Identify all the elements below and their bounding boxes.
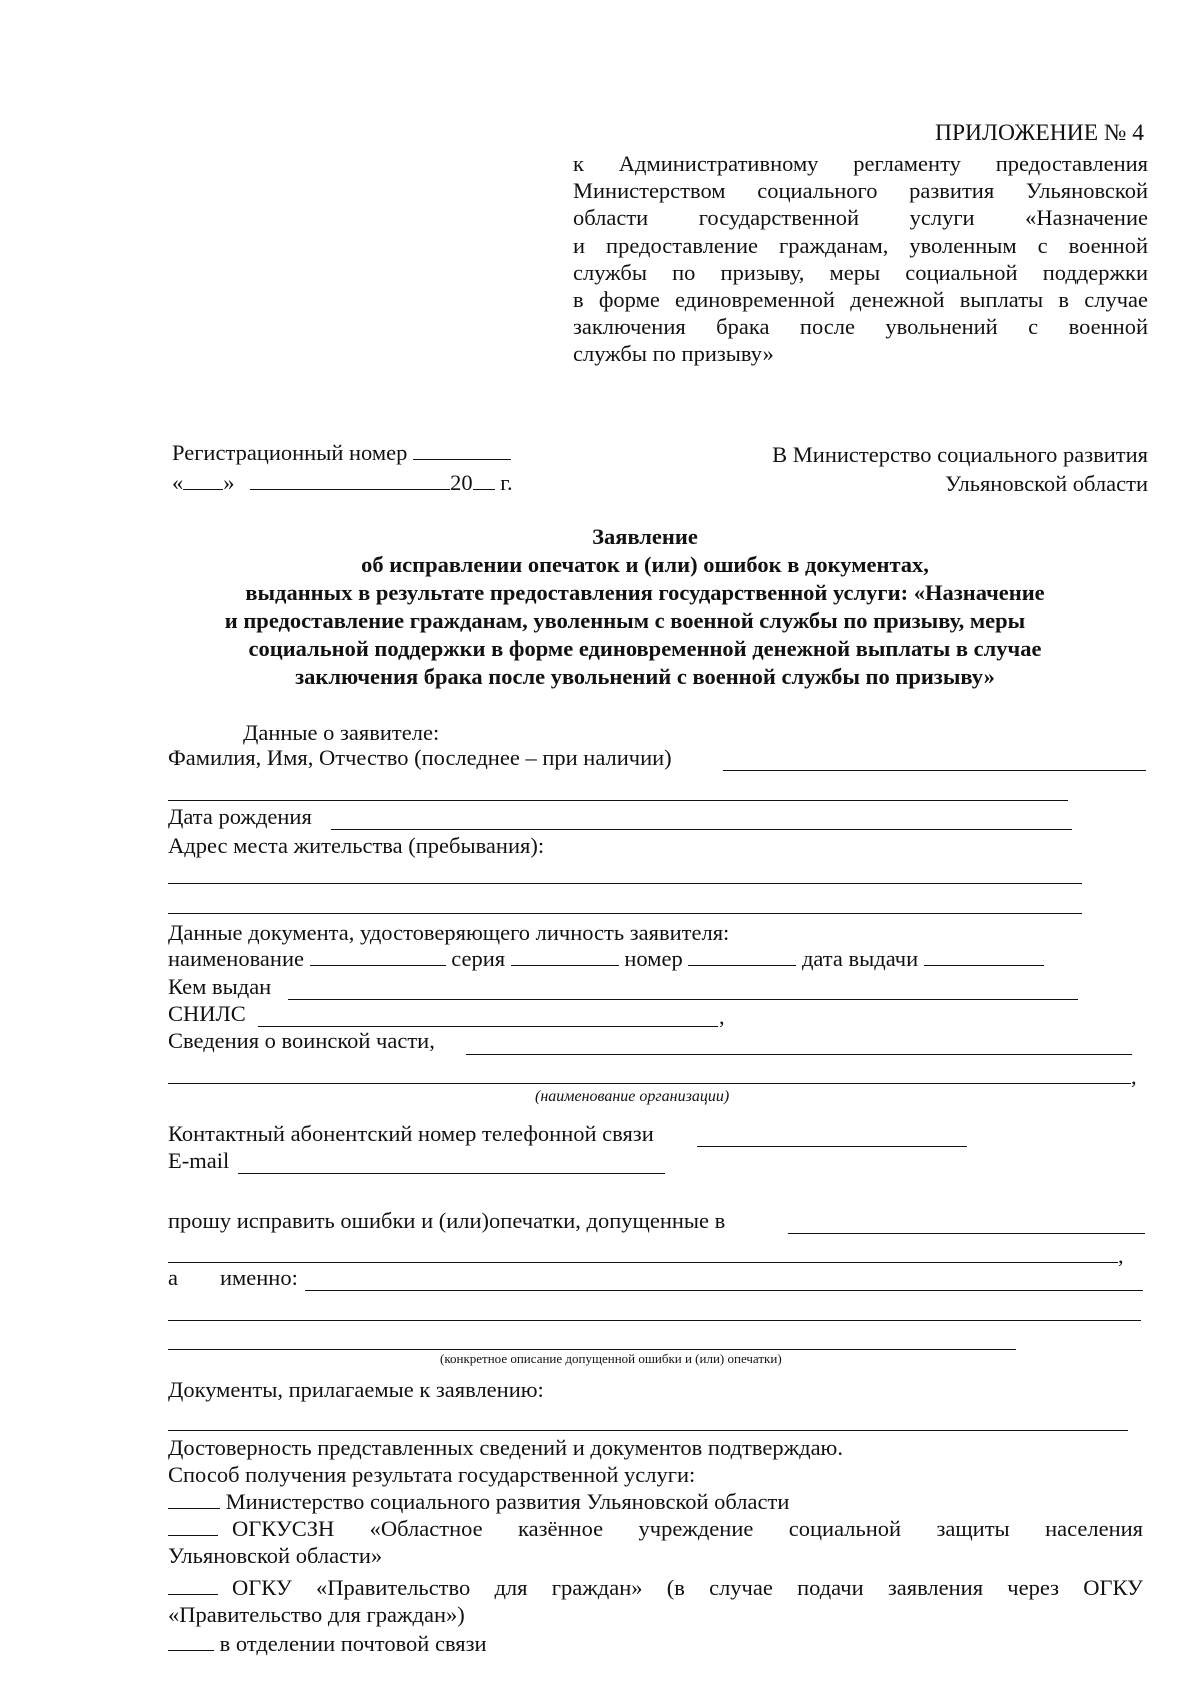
email-field[interactable] [238,1173,665,1174]
delivery-option-ministry-mark[interactable] [168,1489,220,1509]
identity-doc-label: Данные документа, удостоверяющего личность заявителя: [168,920,730,945]
request-label: прошу исправить ошибки и (или)опечатки, допущенные в [168,1208,726,1233]
request-comma: , [1118,1243,1124,1268]
doc-number-field[interactable] [688,946,796,966]
registration-month-field[interactable] [250,470,450,490]
address-label: Адрес места жительства (пребывания): [168,833,545,858]
annex-line: службы по призыву, меры социальной поддержки [573,259,1148,285]
delivery-option-ogkuszn-line2: Ульяновской области» [168,1543,383,1568]
delivery-option-post-label: в отделении почтовой связи [219,1631,487,1656]
annex-line: области государственной услуги «Назначение [573,205,1148,231]
year-suffix: г. [500,470,513,495]
delivery-option-post [168,1630,487,1657]
military-unit-label: Сведения о воинской части, [168,1028,435,1053]
delivery-option-ogkuszn-mark[interactable] [168,1516,218,1536]
annex-line: службы по призыву» [573,341,774,367]
title-line: заключения брака после увольнений с военной службы по призыву» [295,664,995,689]
date-quote-close: » [223,470,235,495]
error-description-caption: (конкретное описание допущенной ошибки и (или) опечатки) [440,1351,782,1366]
annex-line: в форме единовременной денежной выплаты в случае [573,287,1148,313]
fio-field-continued[interactable] [168,800,1068,801]
request-field[interactable] [788,1233,1145,1234]
delivery-option-government [168,1574,1143,1601]
date-quote-open: « [172,470,184,495]
issued-by-label: Кем выдан [168,974,272,999]
applicant-section-label: Данные о заявителе: [243,720,440,745]
document-title [170,523,1120,691]
military-unit-comma: , [1131,1064,1137,1089]
namely-label: именно: [220,1265,298,1290]
attachments-field[interactable] [168,1430,1128,1431]
title-line: выданных в результате предоставления государственной услуги: «Назначение [245,580,1045,605]
addressee [772,441,1148,497]
doc-name-field[interactable] [310,946,446,966]
phone-field[interactable] [697,1146,967,1147]
title-heading: Заявление [592,524,698,549]
delivery-option-ogkuszn-label: ОГКУСЗН «Областное казённое учреждение социальной защиты населения [232,1516,1143,1541]
registration-day-field[interactable] [183,470,223,490]
military-unit-field[interactable] [466,1054,1132,1055]
namely-field[interactable] [305,1290,1143,1291]
annex-reference [573,150,1148,368]
addressee-line: В Министерство социального развития [772,442,1148,467]
annex-line: к Административному регламенту предоставления [573,151,1148,176]
delivery-option-ministry [168,1488,789,1515]
delivery-option-post-mark[interactable] [168,1631,214,1651]
delivery-option-government-mark[interactable] [168,1575,218,1595]
title-line: об исправлении опечаток и (или) ошибок в документах, [361,552,929,577]
delivery-option-ministry-label: Министерство социального развития Ульяновской области [225,1489,790,1514]
delivery-option-government-label: ОГКУ «Правительство для граждан» (в случае подачи заявления через ОГКУ [232,1575,1143,1600]
title-line: социальной поддержки в форме единовременной денежной выплаты в случае [248,636,1042,661]
delivery-option-government-line2: «Правительство для граждан») [168,1602,465,1627]
doc-issue-date-label: дата выдачи [801,946,919,971]
snils-comma: , [719,1004,725,1029]
error-description-line-2[interactable] [168,1349,1016,1350]
title-line: и предоставление гражданам, уволенным с военной службы по призыву, меры [224,608,1026,633]
doc-series-label: серия [451,946,506,971]
birth-date-field[interactable] [331,829,1072,830]
birth-date-label: Дата рождения [168,804,312,829]
phone-label: Контактный абонентский номер телефонной связи [168,1121,654,1146]
doc-issue-date-field[interactable] [924,946,1044,966]
identity-doc-row [168,945,1044,972]
annex-line: Министерством социального развития Ульяновской [573,178,1148,204]
registration-label: Регистрационный номер [172,440,408,465]
email-label: E-mail [168,1148,230,1173]
error-description-line-1[interactable] [168,1320,1141,1321]
registration-date [172,469,513,496]
request-field-continued[interactable] [168,1262,1118,1263]
fio-label: Фамилия, Имя, Отчество (последнее – при наличии) [168,745,672,770]
delivery-label: Способ получения результата государственной услуги: [168,1462,696,1487]
registration-year-field[interactable] [473,470,495,490]
fio-field[interactable] [723,770,1146,771]
confirmation-text: Достоверность представленных сведений и документов подтверждаю. [168,1435,843,1460]
a-label: а [168,1265,178,1290]
registration-number [172,439,511,466]
registration-number-field[interactable] [413,440,511,460]
addressee-line: Ульяновской области [945,471,1148,496]
org-caption: (наименование организации) [535,1088,730,1105]
annex-number: ПРИЛОЖЕНИЕ № 4 [935,120,1144,146]
doc-series-field[interactable] [511,946,619,966]
address-field-line-1[interactable] [168,883,1082,884]
address-field-line-2[interactable] [168,913,1082,914]
year-prefix: 20 [450,470,473,495]
military-unit-field-continued[interactable] [168,1083,1131,1084]
annex-line: заключения брака после увольнений с военной [573,314,1148,340]
delivery-option-ogkuszn [168,1515,1143,1542]
attachments-label: Документы, прилагаемые к заявлению: [168,1377,544,1402]
doc-name-label: наименование [168,946,304,971]
issued-by-field[interactable] [288,999,1078,1000]
doc-number-label: номер [624,946,683,971]
annex-line: и предоставление гражданам, уволенным с военной [573,232,1148,258]
snils-label: СНИЛС [168,1001,246,1026]
